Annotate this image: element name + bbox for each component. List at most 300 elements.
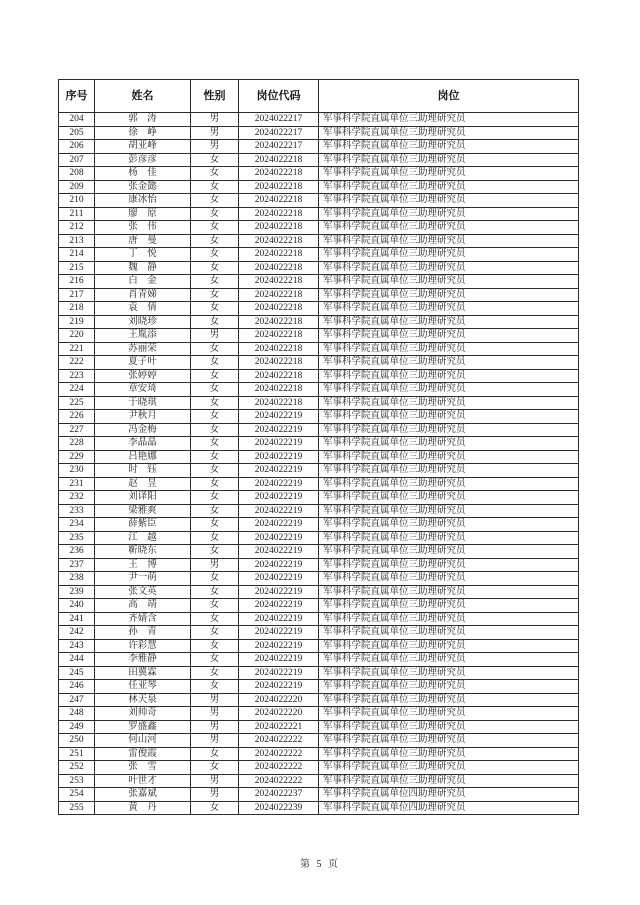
cell-post: 军事科学院直属单位三助理研究员 [319, 329, 579, 343]
cell-no: 224 [59, 383, 95, 397]
cell-gender: 女 [191, 504, 239, 518]
cell-post: 军事科学院直属单位三助理研究员 [319, 450, 579, 464]
table-row [59, 680, 579, 694]
cell-name: 廖 原 [95, 207, 191, 221]
cell-name: 高 靖 [95, 599, 191, 613]
cell-post: 军事科学院直属单位三助理研究员 [319, 194, 579, 208]
cell-gender: 女 [191, 275, 239, 289]
cell-post: 军事科学院直属单位三助理研究员 [319, 626, 579, 640]
page-number: 第 5 页 [300, 859, 340, 870]
cell-code: 2024022219 [239, 558, 319, 572]
cell-gender: 女 [191, 423, 239, 437]
cell-name: 于晓琪 [95, 396, 191, 410]
cell-no: 244 [59, 653, 95, 667]
cell-no: 236 [59, 545, 95, 559]
cell-code: 2024022239 [239, 801, 319, 815]
cell-gender: 女 [191, 410, 239, 424]
table-row [59, 572, 579, 586]
cell-no: 226 [59, 410, 95, 424]
cell-name: 刘译阳 [95, 491, 191, 505]
cell-name: 徐 峥 [95, 126, 191, 140]
cell-no: 217 [59, 288, 95, 302]
table-row [59, 423, 579, 437]
cell-name: 叶世才 [95, 774, 191, 788]
cell-post: 军事科学院直属单位三助理研究员 [319, 315, 579, 329]
cell-gender: 女 [191, 518, 239, 532]
cell-code: 2024022219 [239, 450, 319, 464]
cell-code: 2024022218 [239, 194, 319, 208]
table-row [59, 180, 579, 194]
cell-name: 靳晓东 [95, 545, 191, 559]
cell-post: 军事科学院直属单位三助理研究员 [319, 288, 579, 302]
table-row [59, 234, 579, 248]
cell-name: 张 雪 [95, 761, 191, 775]
cell-code: 2024022222 [239, 734, 319, 748]
cell-post: 军事科学院直属单位三助理研究员 [319, 572, 579, 586]
cell-no: 232 [59, 491, 95, 505]
cell-name: 苏丽荣 [95, 342, 191, 356]
cell-no: 252 [59, 761, 95, 775]
cell-post: 军事科学院直属单位三助理研究员 [319, 261, 579, 275]
cell-code: 2024022237 [239, 788, 319, 802]
table-row [59, 329, 579, 343]
cell-gender: 女 [191, 342, 239, 356]
cell-post: 军事科学院直属单位三助理研究员 [319, 396, 579, 410]
cell-code: 2024022219 [239, 504, 319, 518]
cell-post: 军事科学院直属单位三助理研究员 [319, 167, 579, 181]
cell-code: 2024022219 [239, 531, 319, 545]
cell-name: 王胤添 [95, 329, 191, 343]
cell-no: 204 [59, 113, 95, 127]
cell-no: 211 [59, 207, 95, 221]
table-row [59, 113, 579, 127]
cell-post: 军事科学院直属单位三助理研究员 [319, 140, 579, 154]
cell-post: 军事科学院直属单位三助理研究员 [319, 126, 579, 140]
cell-no: 221 [59, 342, 95, 356]
cell-no: 238 [59, 572, 95, 586]
column-header-name: 姓名 [95, 80, 191, 113]
cell-no: 229 [59, 450, 95, 464]
cell-code: 2024022219 [239, 626, 319, 640]
cell-name: 袁 倩 [95, 302, 191, 316]
cell-gender: 男 [191, 126, 239, 140]
cell-gender: 女 [191, 747, 239, 761]
cell-gender: 女 [191, 356, 239, 370]
cell-post: 军事科学院直属单位四助理研究员 [319, 788, 579, 802]
cell-name: 胡亚峰 [95, 140, 191, 154]
cell-code: 2024022218 [239, 356, 319, 370]
cell-name: 薛紫臣 [95, 518, 191, 532]
cell-gender: 女 [191, 612, 239, 626]
cell-no: 210 [59, 194, 95, 208]
cell-post: 军事科学院直属单位三助理研究员 [319, 356, 579, 370]
cell-no: 216 [59, 275, 95, 289]
table-row [59, 288, 579, 302]
table-row [59, 653, 579, 667]
table-row [59, 707, 579, 721]
cell-post: 军事科学院直属单位三助理研究员 [319, 383, 579, 397]
cell-gender: 女 [191, 572, 239, 586]
cell-gender: 女 [191, 801, 239, 815]
cell-name: 张婷婷 [95, 369, 191, 383]
cell-gender: 男 [191, 774, 239, 788]
cell-code: 2024022220 [239, 707, 319, 721]
table-row [59, 734, 579, 748]
cell-no: 251 [59, 747, 95, 761]
cell-code: 2024022219 [239, 477, 319, 491]
cell-code: 2024022219 [239, 410, 319, 424]
cell-no: 208 [59, 167, 95, 181]
cell-gender: 女 [191, 383, 239, 397]
column-header-gender: 性别 [191, 80, 239, 113]
cell-gender: 女 [191, 207, 239, 221]
cell-code: 2024022220 [239, 693, 319, 707]
cell-code: 2024022219 [239, 437, 319, 451]
cell-post: 军事科学院直属单位三助理研究员 [319, 653, 579, 667]
cell-gender: 女 [191, 221, 239, 235]
cell-name: 尹一萌 [95, 572, 191, 586]
cell-post: 军事科学院直属单位三助理研究员 [319, 153, 579, 167]
table-row [59, 126, 579, 140]
cell-code: 2024022217 [239, 113, 319, 127]
table-row [59, 491, 579, 505]
table-row [59, 747, 579, 761]
cell-gender: 女 [191, 464, 239, 478]
cell-code: 2024022219 [239, 423, 319, 437]
cell-code: 2024022219 [239, 599, 319, 613]
cell-name: 雷俊霞 [95, 747, 191, 761]
cell-name: 李晶晶 [95, 437, 191, 451]
table-row [59, 612, 579, 626]
cell-code: 2024022218 [239, 329, 319, 343]
cell-no: 241 [59, 612, 95, 626]
cell-no: 249 [59, 720, 95, 734]
cell-no: 255 [59, 801, 95, 815]
table-row [59, 518, 579, 532]
cell-no: 234 [59, 518, 95, 532]
cell-name: 许彩慧 [95, 639, 191, 653]
cell-gender: 女 [191, 545, 239, 559]
cell-gender: 女 [191, 194, 239, 208]
cell-code: 2024022217 [239, 126, 319, 140]
cell-gender: 男 [191, 140, 239, 154]
cell-post: 军事科学院直属单位三助理研究员 [319, 693, 579, 707]
cell-no: 237 [59, 558, 95, 572]
cell-post: 军事科学院直属单位三助理研究员 [319, 221, 579, 235]
cell-gender: 女 [191, 450, 239, 464]
table-row [59, 410, 579, 424]
table-row [59, 437, 579, 451]
cell-code: 2024022218 [239, 180, 319, 194]
table-row [59, 599, 579, 613]
cell-gender: 男 [191, 558, 239, 572]
cell-post: 军事科学院直属单位三助理研究员 [319, 477, 579, 491]
cell-no: 227 [59, 423, 95, 437]
cell-code: 2024022218 [239, 383, 319, 397]
table-row [59, 801, 579, 815]
table-row [59, 221, 579, 235]
cell-no: 250 [59, 734, 95, 748]
cell-no: 230 [59, 464, 95, 478]
column-header-code: 岗位代码 [239, 80, 319, 113]
cell-post: 军事科学院直属单位三助理研究员 [319, 491, 579, 505]
table-row [59, 383, 579, 397]
cell-gender: 女 [191, 369, 239, 383]
cell-code: 2024022218 [239, 207, 319, 221]
table-row [59, 396, 579, 410]
cell-no: 222 [59, 356, 95, 370]
cell-post: 军事科学院直属单位三助理研究员 [319, 423, 579, 437]
cell-name: 康冰怡 [95, 194, 191, 208]
cell-no: 233 [59, 504, 95, 518]
cell-no: 228 [59, 437, 95, 451]
cell-post: 军事科学院直属单位三助理研究员 [319, 612, 579, 626]
cell-code: 2024022219 [239, 545, 319, 559]
cell-code: 2024022217 [239, 140, 319, 154]
table-row [59, 788, 579, 802]
cell-name: 白 金 [95, 275, 191, 289]
cell-code: 2024022218 [239, 288, 319, 302]
cell-gender: 女 [191, 491, 239, 505]
cell-no: 231 [59, 477, 95, 491]
cell-post: 军事科学院直属单位三助理研究员 [319, 464, 579, 478]
cell-no: 242 [59, 626, 95, 640]
cell-no: 247 [59, 693, 95, 707]
table-row [59, 464, 579, 478]
cell-code: 2024022218 [239, 275, 319, 289]
cell-post: 军事科学院直属单位三助理研究员 [319, 666, 579, 680]
cell-name: 杨 佳 [95, 167, 191, 181]
cell-name: 何山河 [95, 734, 191, 748]
table-row [59, 261, 579, 275]
cell-no: 218 [59, 302, 95, 316]
cell-gender: 女 [191, 666, 239, 680]
table-row [59, 531, 579, 545]
cell-name: 唐 曼 [95, 234, 191, 248]
cell-gender: 女 [191, 680, 239, 694]
cell-gender: 女 [191, 761, 239, 775]
cell-post: 军事科学院直属单位三助理研究员 [319, 558, 579, 572]
cell-name: 田冀霖 [95, 666, 191, 680]
cell-post: 军事科学院直属单位三助理研究员 [319, 207, 579, 221]
cell-name: 齐婧含 [95, 612, 191, 626]
table-row [59, 450, 579, 464]
cell-no: 215 [59, 261, 95, 275]
cell-post: 军事科学院直属单位三助理研究员 [319, 531, 579, 545]
cell-gender: 女 [191, 302, 239, 316]
cell-name: 张 伟 [95, 221, 191, 235]
column-header-no: 序号 [59, 80, 95, 113]
cell-post: 军事科学院直属单位三助理研究员 [319, 518, 579, 532]
cell-name: 夏子叶 [95, 356, 191, 370]
cell-gender: 女 [191, 626, 239, 640]
cell-name: 梁雅爽 [95, 504, 191, 518]
cell-gender: 女 [191, 261, 239, 275]
cell-gender: 男 [191, 734, 239, 748]
cell-code: 2024022218 [239, 369, 319, 383]
table-row [59, 693, 579, 707]
cell-code: 2024022219 [239, 653, 319, 667]
table-row [59, 153, 579, 167]
cell-post: 军事科学院直属单位三助理研究员 [319, 342, 579, 356]
cell-post: 军事科学院直属单位三助理研究员 [319, 504, 579, 518]
cell-code: 2024022219 [239, 464, 319, 478]
cell-code: 2024022218 [239, 261, 319, 275]
cell-gender: 男 [191, 707, 239, 721]
cell-name: 魏 静 [95, 261, 191, 275]
cell-post: 军事科学院直属单位三助理研究员 [319, 545, 579, 559]
cell-name: 孙 青 [95, 626, 191, 640]
cell-post: 军事科学院直属单位四助理研究员 [319, 801, 579, 815]
cell-post: 军事科学院直属单位三助理研究员 [319, 369, 579, 383]
table-row [59, 720, 579, 734]
cell-name: 赵 昱 [95, 477, 191, 491]
cell-post: 军事科学院直属单位三助理研究员 [319, 747, 579, 761]
cell-no: 253 [59, 774, 95, 788]
cell-name: 黄 丹 [95, 801, 191, 815]
applicant-table [58, 79, 579, 815]
table-row [59, 167, 579, 181]
cell-code: 2024022218 [239, 315, 319, 329]
cell-name: 张文英 [95, 585, 191, 599]
table-row [59, 666, 579, 680]
cell-no: 206 [59, 140, 95, 154]
cell-name: 时 钰 [95, 464, 191, 478]
cell-post: 军事科学院直属单位三助理研究员 [319, 734, 579, 748]
cell-post: 军事科学院直属单位三助理研究员 [319, 275, 579, 289]
cell-name: 丁 悦 [95, 248, 191, 262]
cell-gender: 女 [191, 153, 239, 167]
cell-gender: 女 [191, 599, 239, 613]
table-row [59, 774, 579, 788]
table-row [59, 545, 579, 559]
cell-code: 2024022218 [239, 153, 319, 167]
cell-gender: 女 [191, 653, 239, 667]
cell-name: 江 越 [95, 531, 191, 545]
table-header-row [59, 80, 579, 113]
cell-post: 军事科学院直属单位三助理研究员 [319, 248, 579, 262]
cell-no: 207 [59, 153, 95, 167]
cell-code: 2024022219 [239, 518, 319, 532]
cell-gender: 女 [191, 180, 239, 194]
table-row [59, 585, 579, 599]
cell-code: 2024022219 [239, 491, 319, 505]
cell-name: 罗盛鑫 [95, 720, 191, 734]
cell-code: 2024022219 [239, 612, 319, 626]
cell-post: 军事科学院直属单位三助理研究员 [319, 599, 579, 613]
table-row [59, 558, 579, 572]
cell-gender: 女 [191, 288, 239, 302]
cell-gender: 女 [191, 248, 239, 262]
cell-name: 肖青娣 [95, 288, 191, 302]
cell-code: 2024022219 [239, 680, 319, 694]
cell-code: 2024022219 [239, 585, 319, 599]
cell-post: 军事科学院直属单位三助理研究员 [319, 720, 579, 734]
cell-no: 240 [59, 599, 95, 613]
cell-no: 248 [59, 707, 95, 721]
table-body [59, 113, 579, 815]
cell-no: 223 [59, 369, 95, 383]
cell-post: 军事科学院直属单位三助理研究员 [319, 639, 579, 653]
cell-gender: 男 [191, 113, 239, 127]
cell-post: 军事科学院直属单位三助理研究员 [319, 234, 579, 248]
cell-name: 冯金梅 [95, 423, 191, 437]
cell-code: 2024022219 [239, 666, 319, 680]
table-row [59, 302, 579, 316]
cell-gender: 女 [191, 585, 239, 599]
cell-name: 李雅静 [95, 653, 191, 667]
table-row [59, 194, 579, 208]
cell-no: 235 [59, 531, 95, 545]
cell-gender: 女 [191, 639, 239, 653]
cell-gender: 女 [191, 315, 239, 329]
cell-no: 205 [59, 126, 95, 140]
table-row [59, 248, 579, 262]
cell-name: 章安琦 [95, 383, 191, 397]
cell-name: 刘帅奇 [95, 707, 191, 721]
cell-gender: 男 [191, 720, 239, 734]
cell-name: 尹秋月 [95, 410, 191, 424]
table-row [59, 639, 579, 653]
cell-gender: 女 [191, 477, 239, 491]
cell-name: 王 博 [95, 558, 191, 572]
table-row [59, 140, 579, 154]
cell-code: 2024022219 [239, 572, 319, 586]
cell-code: 2024022221 [239, 720, 319, 734]
cell-name: 任亚琴 [95, 680, 191, 694]
cell-code: 2024022218 [239, 234, 319, 248]
cell-no: 239 [59, 585, 95, 599]
cell-gender: 女 [191, 167, 239, 181]
cell-name: 吕艳娜 [95, 450, 191, 464]
cell-no: 220 [59, 329, 95, 343]
table-row [59, 275, 579, 289]
cell-name: 林天泉 [95, 693, 191, 707]
table-row [59, 315, 579, 329]
cell-gender: 女 [191, 437, 239, 451]
cell-no: 214 [59, 248, 95, 262]
cell-name: 郭 涛 [95, 113, 191, 127]
column-header-post: 岗位 [319, 80, 579, 113]
cell-gender: 女 [191, 396, 239, 410]
cell-code: 2024022222 [239, 761, 319, 775]
cell-no: 246 [59, 680, 95, 694]
table-row [59, 369, 579, 383]
cell-gender: 男 [191, 329, 239, 343]
cell-gender: 女 [191, 234, 239, 248]
cell-post: 军事科学院直属单位三助理研究员 [319, 585, 579, 599]
cell-post: 军事科学院直属单位三助理研究员 [319, 680, 579, 694]
cell-code: 2024022218 [239, 396, 319, 410]
cell-code: 2024022218 [239, 302, 319, 316]
table-row [59, 356, 579, 370]
table-row [59, 342, 579, 356]
cell-code: 2024022222 [239, 774, 319, 788]
cell-post: 军事科学院直属单位三助理研究员 [319, 113, 579, 127]
cell-code: 2024022218 [239, 167, 319, 181]
cell-post: 军事科学院直属单位三助理研究员 [319, 180, 579, 194]
cell-no: 212 [59, 221, 95, 235]
table-row [59, 626, 579, 640]
cell-no: 243 [59, 639, 95, 653]
cell-post: 军事科学院直属单位三助理研究员 [319, 707, 579, 721]
cell-name: 张金懿 [95, 180, 191, 194]
cell-no: 213 [59, 234, 95, 248]
cell-post: 军事科学院直属单位三助理研究员 [319, 761, 579, 775]
cell-code: 2024022219 [239, 639, 319, 653]
cell-no: 245 [59, 666, 95, 680]
cell-code: 2024022218 [239, 248, 319, 262]
